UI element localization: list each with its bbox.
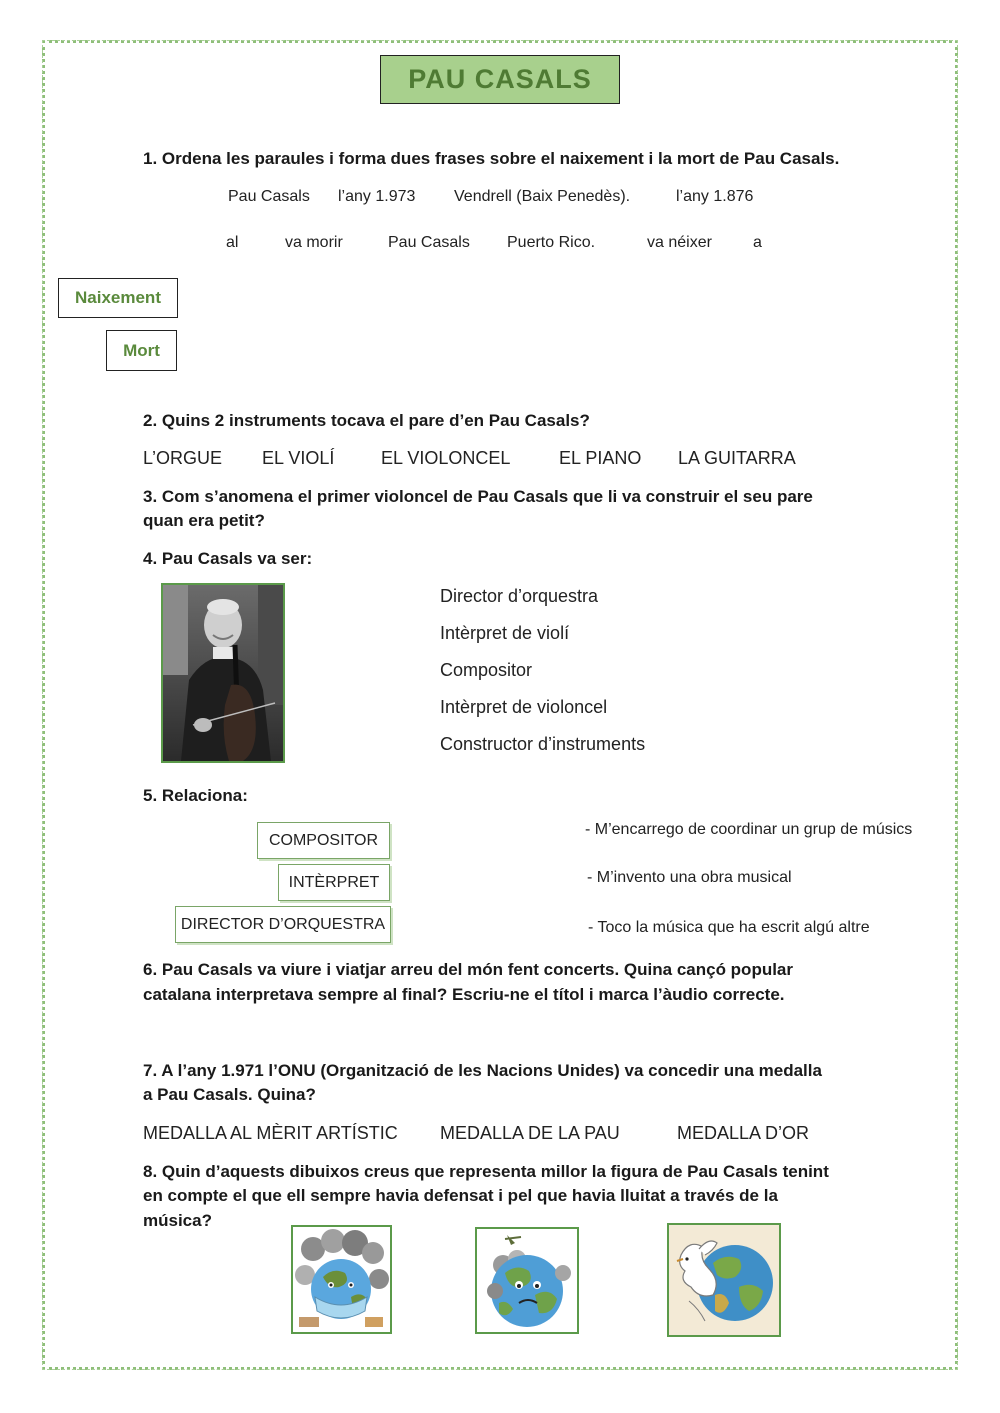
choice-option[interactable]: Intèrpret de violí bbox=[440, 623, 570, 643]
question-3-line-1: 3. Com s’anomena el primer violoncel de Pau Casals que li va construir el seu pare bbox=[143, 487, 813, 506]
word-tile[interactable]: va morir bbox=[285, 234, 343, 251]
choice-option[interactable]: EL PIANO bbox=[559, 448, 642, 468]
naixement-drop-zone[interactable]: Naixement bbox=[58, 278, 178, 318]
word-tile[interactable]: Pau Casals bbox=[388, 234, 470, 251]
question-3-line-2: quan era petit? bbox=[143, 511, 265, 530]
question-7-line-2: a Pau Casals. Quina? bbox=[143, 1085, 316, 1104]
word-tile[interactable]: Vendrell (Baix Penedès). bbox=[454, 188, 631, 205]
question-8-line-2: en compte el que ell sempre havia defensat i pel que havia lluitat a través de la bbox=[143, 1186, 778, 1205]
choice-option[interactable]: Constructor d’instruments bbox=[440, 734, 646, 754]
match-definition[interactable]: - M’encarrego de coordinar un grup de músics bbox=[585, 821, 913, 838]
choice-option[interactable]: EL VIOLÍ bbox=[262, 448, 335, 468]
earth-mask-icon bbox=[293, 1227, 390, 1332]
dove-earth-icon bbox=[669, 1225, 779, 1335]
choice-option[interactable]: L’ORGUE bbox=[143, 448, 223, 468]
question-8-line-3: música? bbox=[143, 1211, 212, 1230]
word-tile[interactable]: Puerto Rico. bbox=[507, 234, 596, 251]
question-6-line-2: catalana interpretava sempre al final? Escriu-ne el títol i marca l’àudio correcte. bbox=[143, 985, 785, 1004]
pau-casals-photo bbox=[161, 583, 285, 763]
choice-option[interactable]: EL VIOLONCEL bbox=[381, 448, 511, 468]
choice-option[interactable]: Intèrpret de violoncel bbox=[440, 697, 608, 717]
cellist-photo-illustration bbox=[163, 585, 283, 761]
match-definition[interactable]: - Toco la música que ha escrit algú altre bbox=[588, 919, 870, 936]
word-tile[interactable]: al bbox=[226, 234, 239, 251]
question-2: 2. Quins 2 instruments tocava el pare d’en Pau Casals? bbox=[143, 411, 590, 430]
question-8-line-1: 8. Quin d’aquests dibuixos creus que representa millor la figura de Pau Casals tenint bbox=[143, 1162, 829, 1181]
word-tile[interactable]: l’any 1.973 bbox=[338, 188, 416, 205]
match-definition[interactable]: - M’invento una obra musical bbox=[587, 869, 792, 886]
question-4: 4. Pau Casals va ser: bbox=[143, 549, 313, 568]
question-7-line-1: 7. A l’any 1.971 l’ONU (Organització de les Nacions Unides) va concedir una medalla bbox=[143, 1061, 822, 1080]
page-title: PAU CASALS bbox=[380, 55, 620, 104]
choice-option[interactable]: MEDALLA DE LA PAU bbox=[440, 1123, 620, 1143]
choice-option[interactable]: Director d’orquestra bbox=[440, 586, 599, 606]
match-box-interpret[interactable]: INTÈRPRET bbox=[278, 864, 390, 901]
choice-option[interactable]: LA GUITARRA bbox=[678, 448, 796, 468]
question-5: 5. Relaciona: bbox=[143, 786, 248, 805]
word-tile[interactable]: a bbox=[753, 234, 762, 251]
word-tile[interactable]: l’any 1.876 bbox=[676, 188, 754, 205]
mort-drop-zone[interactable]: Mort bbox=[106, 330, 177, 371]
question-1: 1. Ordena les paraules i forma dues frases sobre el naixement i la mort de Pau Casals. bbox=[143, 149, 840, 168]
word-tile[interactable]: va néixer bbox=[647, 234, 712, 251]
choice-option[interactable]: MEDALLA AL MÈRIT ARTÍSTIC bbox=[143, 1123, 398, 1143]
question-6-line-1: 6. Pau Casals va viure i viatjar arreu del món fent concerts. Quina cançó popular bbox=[143, 960, 794, 979]
match-box-compositor[interactable]: COMPOSITOR bbox=[257, 822, 390, 859]
choice-option[interactable]: MEDALLA D’OR bbox=[677, 1123, 810, 1143]
match-box-director[interactable]: DIRECTOR D’ORQUESTRA bbox=[175, 906, 391, 943]
word-tile[interactable]: Pau Casals bbox=[228, 188, 310, 205]
choice-option[interactable]: Compositor bbox=[440, 660, 533, 680]
sad-earth-image[interactable] bbox=[475, 1227, 579, 1334]
dove-peace-earth-image[interactable] bbox=[667, 1223, 781, 1337]
sad-earth-icon bbox=[477, 1229, 577, 1332]
polluted-earth-mask-image[interactable] bbox=[291, 1225, 392, 1334]
